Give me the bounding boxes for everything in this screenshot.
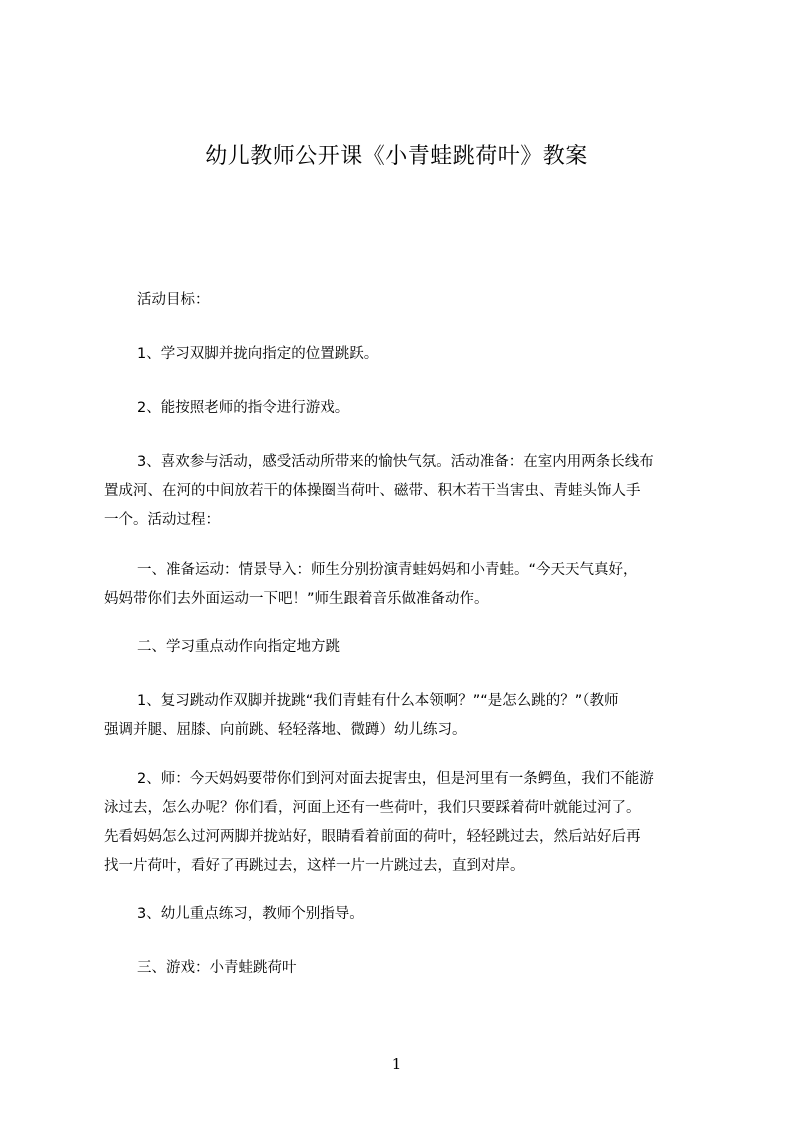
paragraph-line: 泳过去，怎么办呢？你们看，河面上还有一些荷叶，我们只要踩着荷叶就能过河了。 (104, 800, 641, 816)
paragraph-line: 一个。活动过程： (104, 512, 220, 528)
paragraph-section-3 (104, 954, 704, 983)
page-number: 1 (391, 1055, 402, 1073)
document-title: 幼儿教师公开课《小青蛙跳荷叶》教案 (205, 144, 588, 169)
paragraph-line: 2、师：今天妈妈要带你们到河对面去捉害虫，但是河里有一条鳄鱼，我们不能游 (137, 771, 654, 787)
paragraph-section-2 (104, 633, 704, 662)
paragraph-line: 2、能按照老师的指令进行游戏。 (137, 400, 350, 416)
paragraph-warm-up (104, 556, 704, 614)
paragraph-goal-3-preparation (104, 448, 704, 535)
paragraph-line: 强调并腿、屈膝、向前跳、轻轻落地、微蹲）幼儿练习。 (104, 722, 467, 738)
paragraph-teacher-demo (104, 765, 704, 881)
paragraph-line: 1、复习跳动作双脚并拢跳“我们青蛙有什么本领啊？”“是怎么跳的？”（教师 (137, 693, 619, 709)
paragraph-line: 一、准备运动：情景导入：师生分别扮演青蛙妈妈和小青蛙。“今天天气真好， (137, 562, 638, 578)
paragraph-review-jump (104, 687, 704, 745)
paragraph-activity-goals (104, 286, 704, 315)
paragraph-line: 置成河、在河的中间放若干的体操圈当荷叶、磁带、积木若干当害虫、青蛙头饰人手 (104, 483, 641, 499)
paragraph-line: 3、喜欢参与活动，感受活动所带来的愉快气氛。活动准备：在室内用两条长线布 (137, 454, 654, 470)
paragraph-line: 找一片荷叶，看好了再跳过去，这样一片一片跳过去，直到对岸。 (104, 858, 525, 874)
paragraph-practice (104, 900, 704, 929)
paragraph-line: 3、幼儿重点练习，教师个别指导。 (137, 906, 364, 922)
paragraph-goal-1 (104, 340, 704, 369)
paragraph-line: 三、游戏：小青蛙跳荷叶 (137, 960, 297, 976)
paragraph-line: 先看妈妈怎么过河两脚并拢站好，眼睛看着前面的荷叶，轻轻跳过去，然后站好后再 (104, 829, 641, 845)
paragraph-line: 二、学习重点动作向指定地方跳 (137, 639, 340, 655)
paragraph-line: 妈妈带你们去外面运动一下吧！”师生跟着音乐做准备动作。 (104, 591, 489, 607)
paragraph-line: 活动目标： (137, 292, 210, 308)
paragraph-line: 1、学习双脚并拢向指定的位置跳跃。 (137, 346, 379, 362)
paragraph-goal-2 (104, 394, 704, 423)
